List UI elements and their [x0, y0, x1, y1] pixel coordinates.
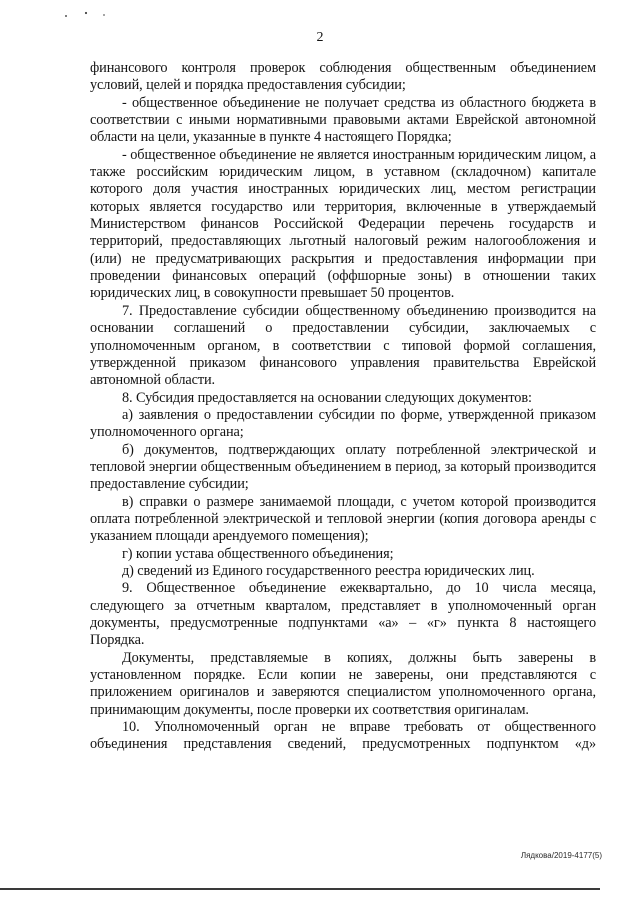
paragraph-condition-budget: - общественное объединение не получает средства из областного бюджета в соответствии с иными нормативными правовыми актами Еврейской автономной области на цели, указанные в пункте 4 настоящего Порядка;	[90, 94, 596, 146]
paragraph-item-9: 9. Общественное объединение ежеквартально, до 10 числа месяца, следующего за отчетным кварталом, представляет в уполномоченный орган документы, предусмотренные подпунктами «а» – «г» пункта 8 настоящего Порядка.	[90, 580, 596, 649]
paragraph-item-8e: д) сведений из Единого государственного реестра юридических лиц.	[122, 562, 535, 579]
page-number: 2	[316, 30, 324, 45]
paragraph-item-8: 8. Субсидия предоставляется на основании следующих документов:	[122, 389, 532, 406]
paragraph-condition-foreign-entity: - общественное объединение не является иностранным юридическим лицом, а также российским юридическим лицом, в уставном (складочном) капитале которого доля участия иностранных юридических лиц, местом регистрации которых является государство или территория, включенные в утверждаемый Министерством финансов Российской Федерации перечень государств и территорий, предоставляющих льготный налоговый режим налогообложения и (или) не предусматривающих раскрытия и предоставления информации при проведении финансовых операций (оффшорные зоны) в отношении таких юридических лиц, в совокупности превышает 50 процентов.	[90, 146, 596, 302]
document-body	[90, 60, 596, 754]
document-reference-code: Лядкова/2019-4177(5)	[520, 851, 602, 860]
paragraph-item-8d: г) копии устава общественного объединения;	[122, 545, 394, 562]
paragraph-item-10: 10. Уполномоченный орган не вправе требовать от общественного объединения представления сведений, предусмотренных подпунктом «д»	[90, 719, 596, 753]
paragraph-item-7: 7. Предоставление субсидии общественному объединению производится на основании соглашений о предоставлении субсидии, заключаемых с уполномоченным органом, в соответствии с типовой формой соглашения, утвержденной приказом финансового управления правительства Еврейской автономной области.	[90, 302, 596, 389]
paragraph-continuation: финансового контроля проверок соблюдения общественным объединением условий, целей и порядка предоставления субсидии;	[90, 60, 596, 94]
paragraph-item-8c: в) справки о размере занимаемой площади, с учетом которой производится оплата потребленной электрической и тепловой энергии (копия договора аренды с указанием площади арендуемого помещения);	[90, 493, 596, 545]
paragraph-item-8a: а) заявления о предоставлении субсидии по форме, утвержденной приказом уполномоченного органа;	[90, 406, 596, 441]
paragraph-item-8b: б) документов, подтверждающих оплату потребленной электрической и тепловой энергии общественным объединением в период, за который производится предоставление субсидии;	[90, 441, 596, 493]
scan-edge-line	[0, 888, 600, 890]
paragraph-copies-certification: Документы, представляемые в копиях, должны быть заверены в установленном порядке. Если копии не заверены, они представляются с приложением оригиналов и заверяются специалистом уполномоченного органа, принимающим документы, после проверки их соответствия оригиналам.	[90, 649, 596, 718]
